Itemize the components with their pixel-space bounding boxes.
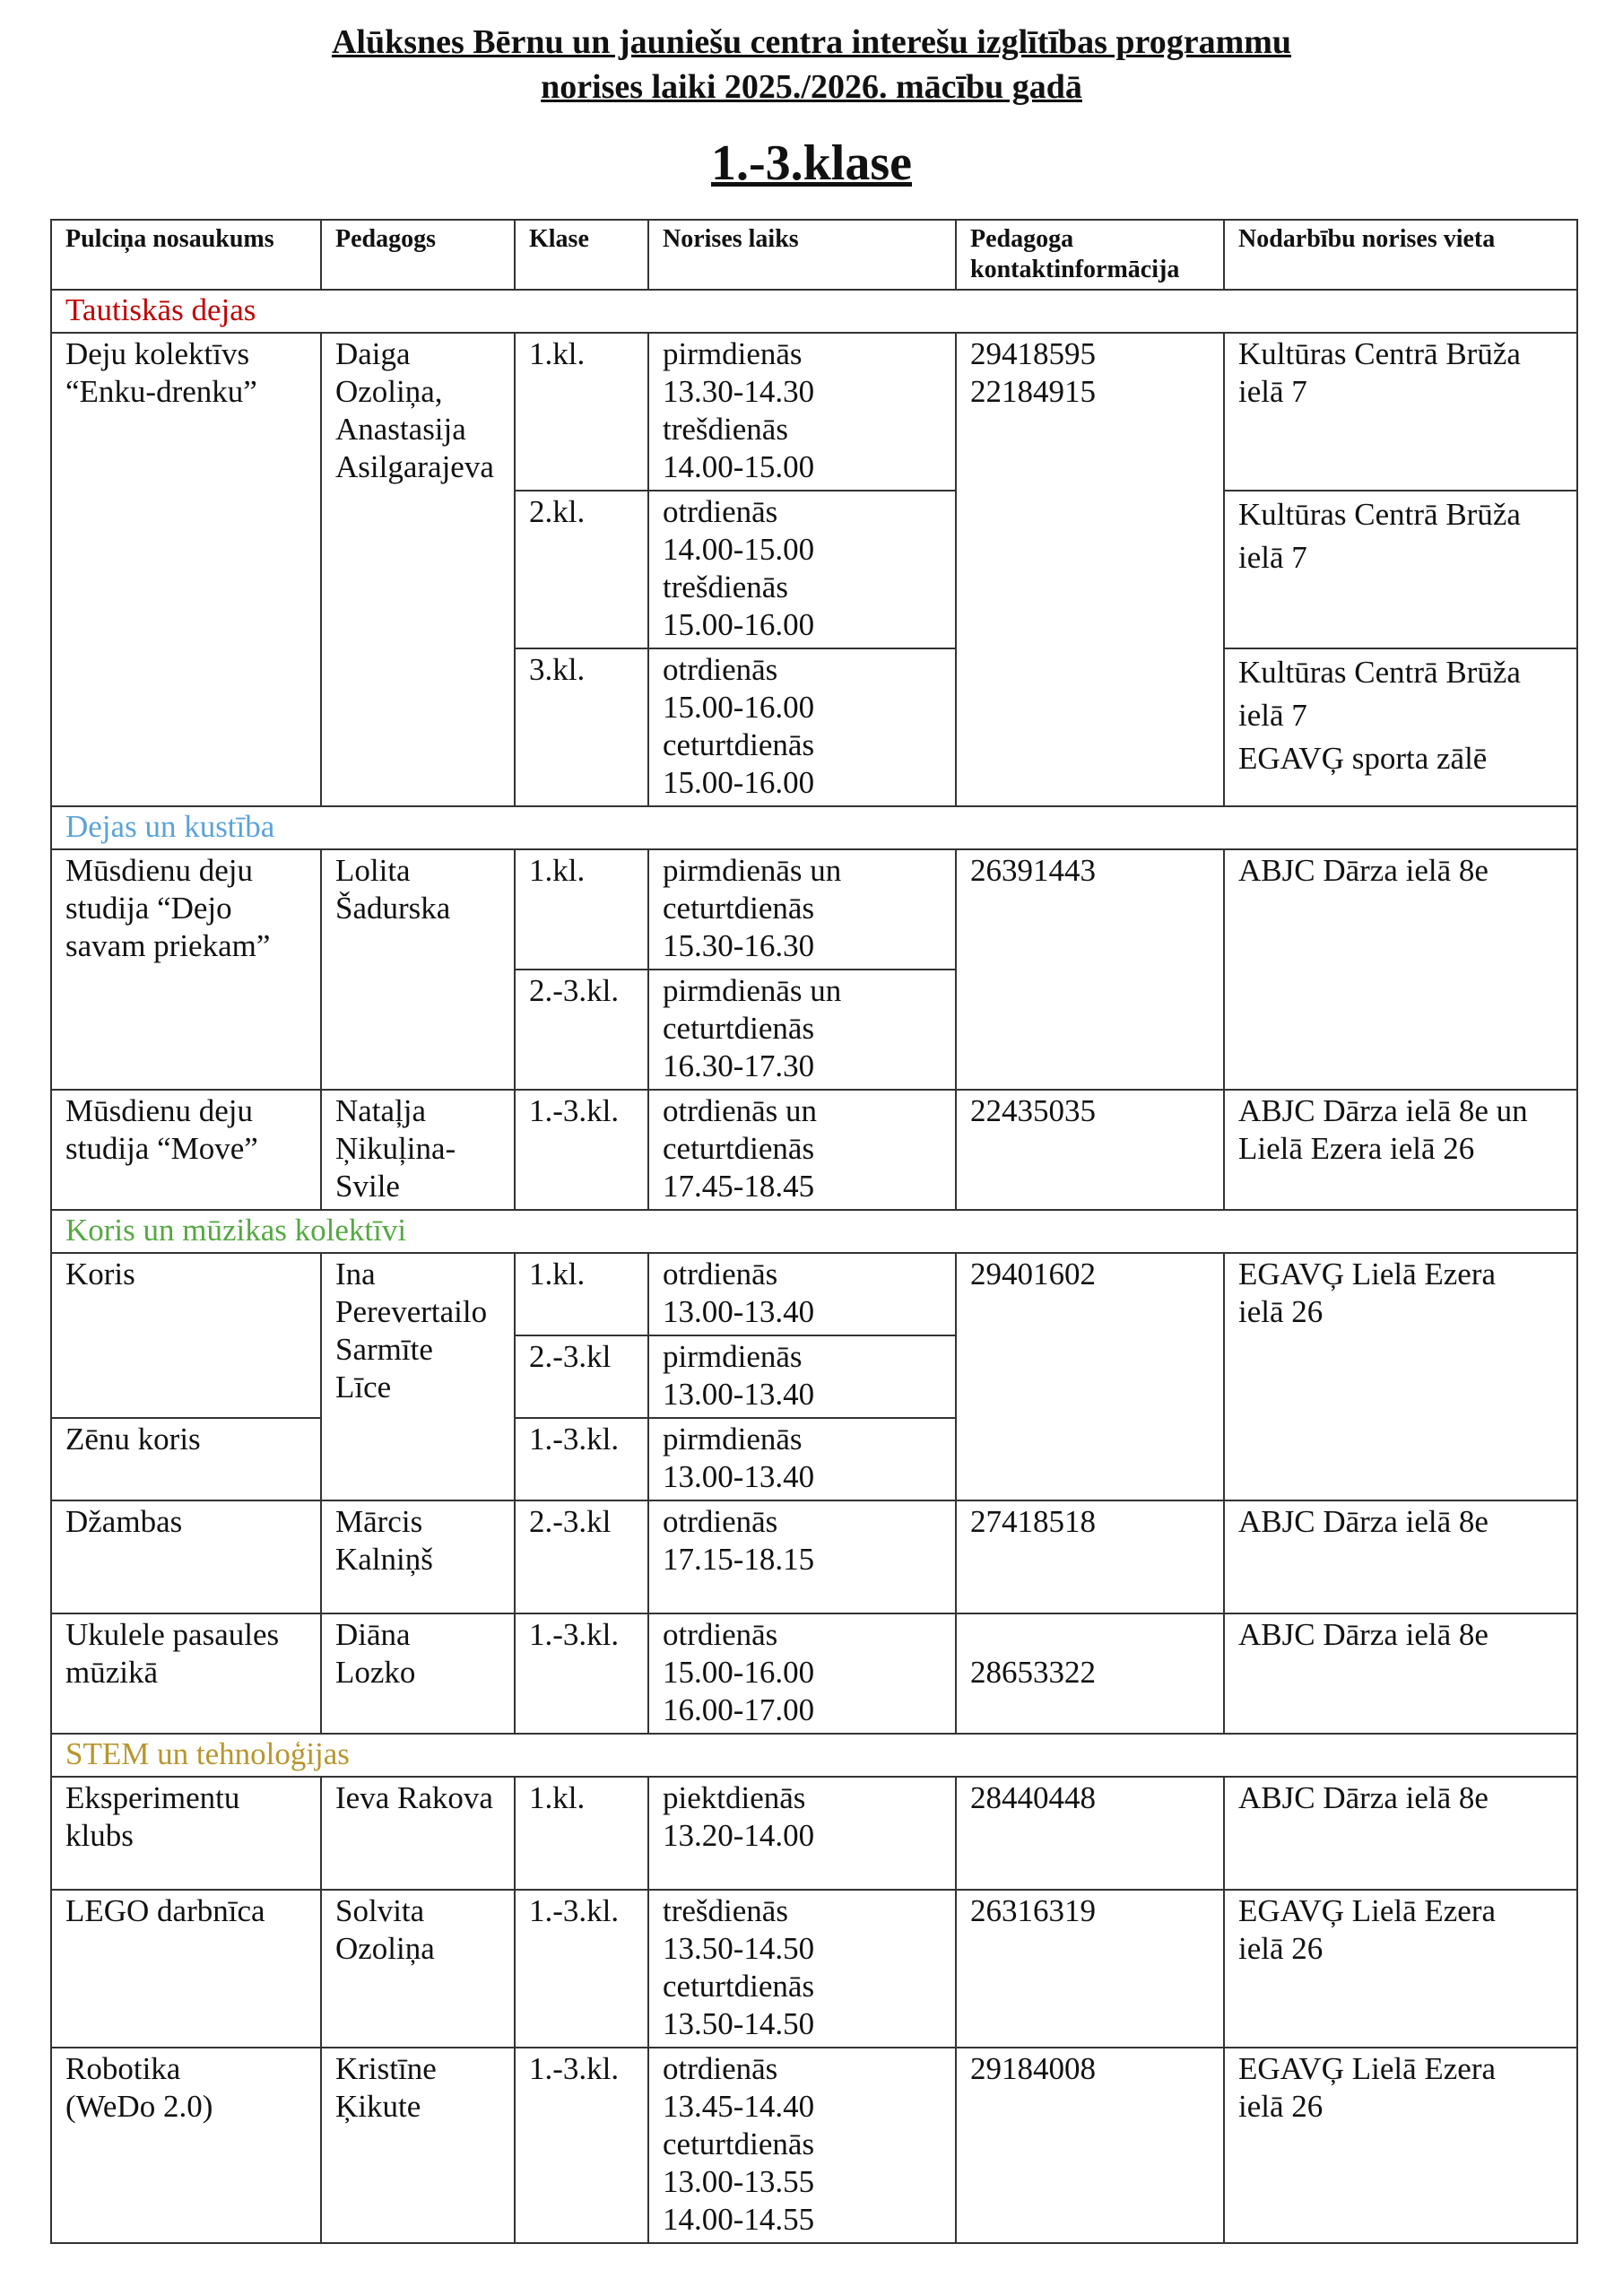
table-row xyxy=(51,1613,1577,1734)
place-cell: ABJC Dārza ielā 8e xyxy=(1224,1500,1577,1613)
contact-cell: 28653322 xyxy=(956,1613,1224,1734)
category-folk-dance: Tautiskās dejas xyxy=(51,290,1577,333)
time-cell: piektdienās 13.20-14.00 xyxy=(648,1777,956,1890)
class-cell: 1.-3.kl. xyxy=(515,1890,648,2048)
contact-cell: 26316319 xyxy=(956,1890,1224,2048)
place-cell: EGAVĢ Lielā Ezera ielā 26 xyxy=(1224,1890,1577,2048)
club-name: Robotika (WeDo 2.0) xyxy=(51,2048,321,2243)
time-cell: pirmdienās 13.30-14.30 trešdienās 14.00-15.00 xyxy=(648,333,956,491)
class-cell: 3.kl. xyxy=(515,648,648,806)
contact-cell: 29418595 22184915 xyxy=(956,333,1224,806)
class-cell: 1.-3.kl. xyxy=(515,1090,648,1210)
class-cell: 1.kl. xyxy=(515,333,648,491)
category-row xyxy=(51,1734,1577,1777)
club-name: Eksperimentu klubs xyxy=(51,1777,321,1890)
time-cell: pirmdienās 13.00-13.40 xyxy=(648,1335,956,1418)
grade-heading: 1.-3.klase xyxy=(711,135,912,191)
time-cell: pirmdienās un ceturtdienās 15.30-16.30 xyxy=(648,849,956,970)
time-cell: trešdienās 13.50-14.50 ceturtdienās 13.50-14.50 xyxy=(648,1890,956,2048)
category-stem: STEM un tehnoloģijas xyxy=(51,1734,1577,1777)
teacher: Mārcis Kalniņš xyxy=(321,1500,515,1613)
class-cell: 1.-3.kl. xyxy=(515,1418,648,1500)
class-cell: 1.kl. xyxy=(515,849,648,970)
table-row xyxy=(51,333,1577,491)
table-row xyxy=(51,1500,1577,1613)
place-cell: ABJC Dārza ielā 8e xyxy=(1224,1777,1577,1890)
category-row xyxy=(51,806,1577,849)
table-row xyxy=(51,2048,1577,2243)
club-name: Mūsdienu deju studija “Move” xyxy=(51,1090,321,1210)
club-name: Deju kolektīvs “Enku-drenku” xyxy=(51,333,321,806)
class-cell: 1.kl. xyxy=(515,1777,648,1890)
table-row xyxy=(51,1890,1577,2048)
table-row xyxy=(51,1777,1577,1890)
teacher: Daiga Ozoliņa, Anastasija Asilgarajeva xyxy=(321,333,515,806)
document-title xyxy=(0,20,1623,109)
place-cell: ABJC Dārza ielā 8e xyxy=(1224,849,1577,1090)
time-cell: otrdienās 15.00-16.00 ceturtdienās 15.00-16.00 xyxy=(648,648,956,806)
time-cell: otrdienās 14.00-15.00 trešdienās 15.00-16.00 xyxy=(648,491,956,648)
club-name: Džambas xyxy=(51,1500,321,1613)
title-line-1: Alūksnes Bērnu un jauniešu centra interešu izglītības programmu xyxy=(331,23,1292,61)
class-cell: 1.-3.kl. xyxy=(515,1613,648,1734)
time-cell: otrdienās 13.45-14.40 ceturtdienās 13.00-13.55 14.00-14.55 xyxy=(648,2048,956,2243)
class-cell: 2.-3.kl xyxy=(515,1335,648,1418)
table-row xyxy=(51,1253,1577,1335)
contact-cell: 27418518 xyxy=(956,1500,1224,1613)
club-name: Zēnu koris xyxy=(51,1418,321,1500)
teacher: Nataļja Ņikuļina- Svile xyxy=(321,1090,515,1210)
time-cell: otrdienās 15.00-16.00 16.00-17.00 xyxy=(648,1613,956,1734)
club-name: Mūsdienu deju studija “Dejo savam priekam” xyxy=(51,849,321,1090)
header-row xyxy=(51,220,1577,290)
place-cell: ABJC Dārza ielā 8e xyxy=(1224,1613,1577,1734)
teacher: Ieva Rakova xyxy=(321,1777,515,1890)
contact-cell: 28440448 xyxy=(956,1777,1224,1890)
teacher: Kristīne Ķikute xyxy=(321,2048,515,2243)
class-cell: 1.kl. xyxy=(515,1253,648,1335)
teacher: Diāna Lozko xyxy=(321,1613,515,1734)
class-cell: 1.-3.kl. xyxy=(515,2048,648,2243)
time-cell: otrdienās un ceturtdienās 17.45-18.45 xyxy=(648,1090,956,1210)
club-name: LEGO darbnīca xyxy=(51,1890,321,2048)
col-header-contact: Pedagoga kontaktinformācija xyxy=(956,220,1224,290)
class-cell: 2.kl. xyxy=(515,491,648,648)
place-cell: ABJC Dārza ielā 8e un Lielā Ezera ielā 26 xyxy=(1224,1090,1577,1210)
teacher: Lolita Šadurska xyxy=(321,849,515,1090)
category-choir-music: Koris un mūzikas kolektīvi xyxy=(51,1210,1577,1253)
place-cell: Kultūras Centrā Brūža ielā 7 EGAVĢ sporta zālē xyxy=(1224,648,1577,806)
club-name: Koris xyxy=(51,1253,321,1418)
table-row xyxy=(51,1090,1577,1210)
contact-cell: 22435035 xyxy=(956,1090,1224,1210)
contact-cell: 29401602 xyxy=(956,1253,1224,1500)
place-cell: EGAVĢ Lielā Ezera ielā 26 xyxy=(1224,2048,1577,2243)
category-row xyxy=(51,1210,1577,1253)
class-cell: 2.-3.kl. xyxy=(515,970,648,1090)
class-cell: 2.-3.kl xyxy=(515,1500,648,1613)
teacher: Ina Perevertailo Sarmīte Līce xyxy=(321,1253,515,1500)
table-row xyxy=(51,849,1577,970)
club-name: Ukulele pasaules mūzikā xyxy=(51,1613,321,1734)
time-cell: pirmdienās un ceturtdienās 16.30-17.30 xyxy=(648,970,956,1090)
category-dance-movement: Dejas un kustība xyxy=(51,806,1577,849)
contact-cell: 26391443 xyxy=(956,849,1224,1090)
title-line-2: norises laiki 2025./2026. mācību gadā xyxy=(541,68,1082,106)
col-header-place: Nodarbību norises vieta xyxy=(1224,220,1577,290)
col-header-time: Norises laiks xyxy=(648,220,956,290)
category-row xyxy=(51,290,1577,333)
place-cell: EGAVĢ Lielā Ezera ielā 26 xyxy=(1224,1253,1577,1500)
contact-cell: 29184008 xyxy=(956,2048,1224,2243)
schedule-table xyxy=(50,219,1578,2244)
time-cell: otrdienās 17.15-18.15 xyxy=(648,1500,956,1613)
time-cell: otrdienās 13.00-13.40 xyxy=(648,1253,956,1335)
place-cell: Kultūras Centrā Brūža ielā 7 xyxy=(1224,491,1577,648)
col-header-teacher: Pedagogs xyxy=(321,220,515,290)
place-cell: Kultūras Centrā Brūža ielā 7 xyxy=(1224,333,1577,491)
time-cell: pirmdienās 13.00-13.40 xyxy=(648,1418,956,1500)
col-header-name: Pulciņa nosaukums xyxy=(51,220,321,290)
teacher: Solvita Ozoliņa xyxy=(321,1890,515,2048)
col-header-class: Klase xyxy=(515,220,648,290)
